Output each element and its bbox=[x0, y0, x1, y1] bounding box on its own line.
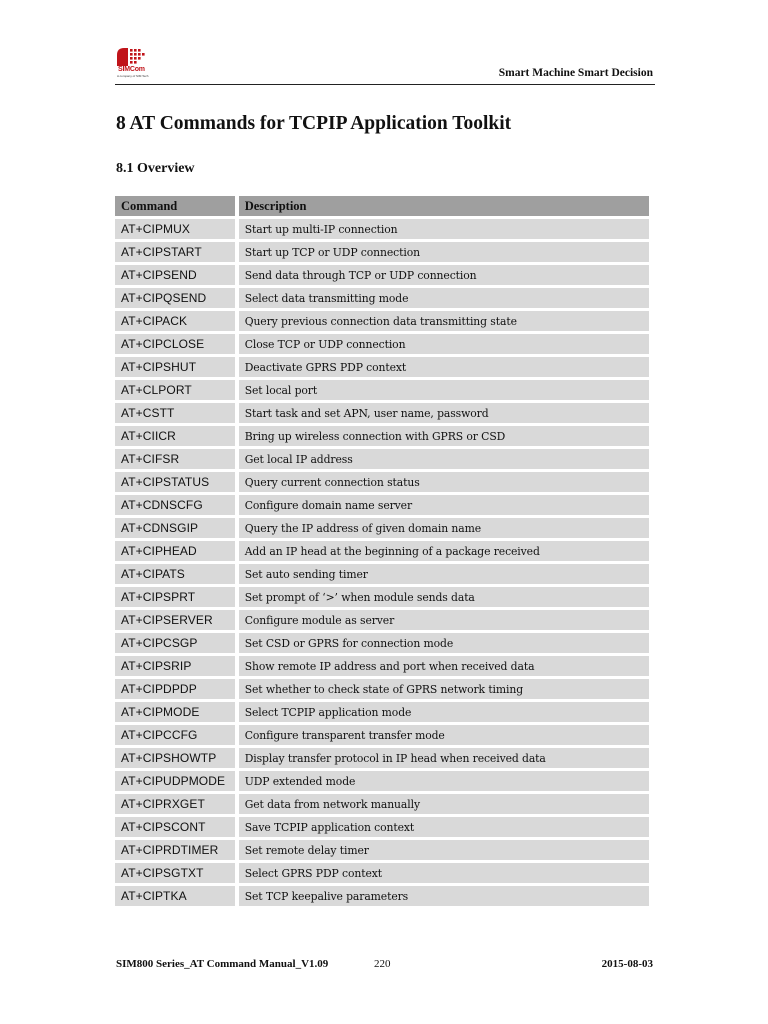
column-header-command: Command bbox=[115, 196, 239, 219]
command-cell: AT+CIPSCONT bbox=[115, 817, 239, 840]
command-cell: AT+CIPRXGET bbox=[115, 794, 239, 817]
table-row bbox=[115, 794, 649, 817]
description-cell: Select data transmitting mode bbox=[239, 288, 649, 311]
command-cell: AT+CIPRDTIMER bbox=[115, 840, 239, 863]
header-tagline: Smart Machine Smart Decision bbox=[498, 67, 653, 79]
command-cell: AT+CIPSTATUS bbox=[115, 472, 239, 495]
page-footer bbox=[116, 958, 653, 974]
command-cell: AT+CIPMUX bbox=[115, 219, 239, 242]
table-row bbox=[115, 518, 649, 541]
description-cell: Set TCP keepalive parameters bbox=[239, 886, 649, 909]
description-cell: Show remote IP address and port when received data bbox=[239, 656, 649, 679]
footer-document-name: SIM800 Series_AT Command Manual_V1.09 bbox=[116, 958, 329, 970]
simcom-logo-mark-icon bbox=[115, 46, 153, 68]
command-cell: AT+CIPSRIP bbox=[115, 656, 239, 679]
command-cell: AT+CIPMODE bbox=[115, 702, 239, 725]
footer-date: 2015-08-03 bbox=[601, 958, 653, 970]
description-cell: Set remote delay timer bbox=[239, 840, 649, 863]
description-cell: Display transfer protocol in IP head when received data bbox=[239, 748, 649, 771]
command-cell: AT+CIPCSGP bbox=[115, 633, 239, 656]
table-row bbox=[115, 725, 649, 748]
logo-wordmark: SIMCom bbox=[118, 66, 145, 73]
command-cell: AT+CDNSGIP bbox=[115, 518, 239, 541]
description-cell: Configure module as server bbox=[239, 610, 649, 633]
table-row bbox=[115, 564, 649, 587]
description-cell: Set whether to check state of GPRS network timing bbox=[239, 679, 649, 702]
table-row bbox=[115, 771, 649, 794]
table-row bbox=[115, 679, 649, 702]
description-cell: Configure transparent transfer mode bbox=[239, 725, 649, 748]
table-row bbox=[115, 403, 649, 426]
chapter-title: 8 AT Commands for TCPIP Application Toolkit bbox=[116, 113, 512, 134]
command-cell: AT+CLPORT bbox=[115, 380, 239, 403]
description-cell: Start up multi-IP connection bbox=[239, 219, 649, 242]
description-cell: Close TCP or UDP connection bbox=[239, 334, 649, 357]
command-cell: AT+CIPHEAD bbox=[115, 541, 239, 564]
table-row bbox=[115, 702, 649, 725]
description-cell: Start up TCP or UDP connection bbox=[239, 242, 649, 265]
table-row bbox=[115, 495, 649, 518]
table-row bbox=[115, 242, 649, 265]
table-row bbox=[115, 288, 649, 311]
command-cell: AT+CIPSHOWTP bbox=[115, 748, 239, 771]
logo-subtext: A company of SIM Tech bbox=[117, 74, 149, 78]
table-row bbox=[115, 541, 649, 564]
table-row bbox=[115, 219, 649, 242]
command-cell: AT+CDNSCFG bbox=[115, 495, 239, 518]
command-cell: AT+CIPDPDP bbox=[115, 679, 239, 702]
command-cell: AT+CIFSR bbox=[115, 449, 239, 472]
table-row bbox=[115, 748, 649, 771]
table-row bbox=[115, 633, 649, 656]
description-cell: Query the IP address of given domain name bbox=[239, 518, 649, 541]
description-cell: Deactivate GPRS PDP context bbox=[239, 357, 649, 380]
command-cell: AT+CIPCLOSE bbox=[115, 334, 239, 357]
description-cell: Configure domain name server bbox=[239, 495, 649, 518]
command-cell: AT+CIPSTART bbox=[115, 242, 239, 265]
table-row bbox=[115, 840, 649, 863]
description-cell: Start task and set APN, user name, password bbox=[239, 403, 649, 426]
page-header bbox=[115, 46, 655, 85]
command-cell: AT+CSTT bbox=[115, 403, 239, 426]
command-cell: AT+CIPSGTXT bbox=[115, 863, 239, 886]
table-row bbox=[115, 817, 649, 840]
description-cell: Send data through TCP or UDP connection bbox=[239, 265, 649, 288]
description-cell: Add an IP head at the beginning of a package received bbox=[239, 541, 649, 564]
table-row bbox=[115, 334, 649, 357]
table-row bbox=[115, 426, 649, 449]
description-cell: Get data from network manually bbox=[239, 794, 649, 817]
command-cell: AT+CIPSERVER bbox=[115, 610, 239, 633]
description-cell: Query previous connection data transmitting state bbox=[239, 311, 649, 334]
command-cell: AT+CIPATS bbox=[115, 564, 239, 587]
command-cell: AT+CIPUDPMODE bbox=[115, 771, 239, 794]
command-cell: AT+CIPQSEND bbox=[115, 288, 239, 311]
table-row bbox=[115, 357, 649, 380]
table-row bbox=[115, 886, 649, 909]
table-row bbox=[115, 863, 649, 886]
table-row bbox=[115, 311, 649, 334]
description-cell: Set auto sending timer bbox=[239, 564, 649, 587]
command-cell: AT+CIPSEND bbox=[115, 265, 239, 288]
table-row bbox=[115, 449, 649, 472]
command-cell: AT+CIPSHUT bbox=[115, 357, 239, 380]
description-cell: Bring up wireless connection with GPRS or CSD bbox=[239, 426, 649, 449]
simcom-logo bbox=[115, 46, 153, 80]
description-cell: Set CSD or GPRS for connection mode bbox=[239, 633, 649, 656]
description-cell: Select GPRS PDP context bbox=[239, 863, 649, 886]
description-cell: Save TCPIP application context bbox=[239, 817, 649, 840]
command-cell: AT+CIPACK bbox=[115, 311, 239, 334]
section-title: 8.1 Overview bbox=[116, 161, 195, 176]
description-cell: Select TCPIP application mode bbox=[239, 702, 649, 725]
at-command-table bbox=[115, 196, 649, 909]
table-row bbox=[115, 587, 649, 610]
table-row bbox=[115, 380, 649, 403]
command-cell: AT+CIPTKA bbox=[115, 886, 239, 909]
description-cell: UDP extended mode bbox=[239, 771, 649, 794]
command-cell: AT+CIPSPRT bbox=[115, 587, 239, 610]
table-row bbox=[115, 610, 649, 633]
command-cell: AT+CIICR bbox=[115, 426, 239, 449]
description-cell: Query current connection status bbox=[239, 472, 649, 495]
table-header-row bbox=[115, 196, 649, 219]
column-header-description: Description bbox=[239, 196, 649, 219]
footer-page-number: 220 bbox=[374, 958, 391, 970]
command-cell: AT+CIPCCFG bbox=[115, 725, 239, 748]
table-row bbox=[115, 656, 649, 679]
description-cell: Set prompt of ‘>’ when module sends data bbox=[239, 587, 649, 610]
description-cell: Set local port bbox=[239, 380, 649, 403]
table-row bbox=[115, 472, 649, 495]
description-cell: Get local IP address bbox=[239, 449, 649, 472]
table-row bbox=[115, 265, 649, 288]
